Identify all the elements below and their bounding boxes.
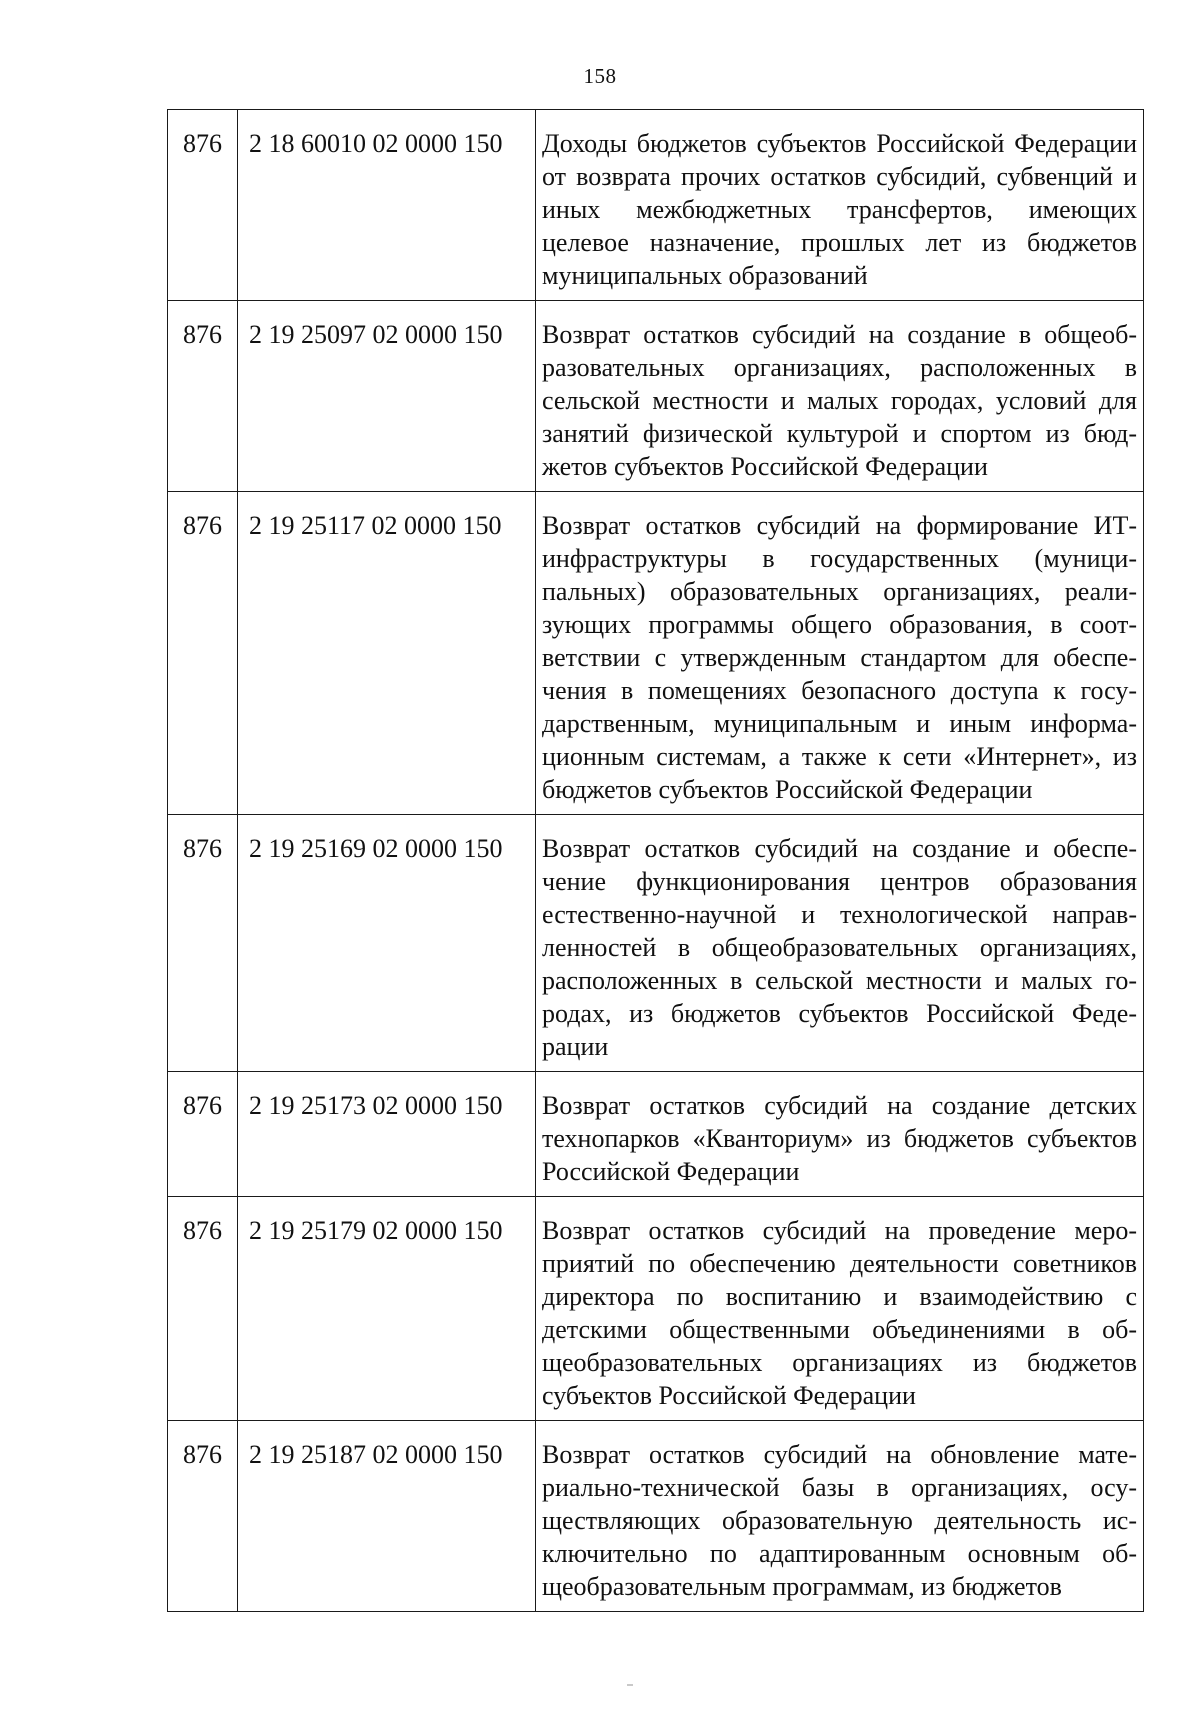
admin-code-cell: 876 xyxy=(168,815,238,1072)
income-name-cell: Возврат остатков субсидий на создание в общеобразовательных организациях, расположенных в сельской местности и малых городах, условий для занятий физической культурой и спортом из бюджетов субъектов Российской Федерации xyxy=(536,301,1144,492)
budget-code-cell: 2 18 60010 02 0000 150 xyxy=(238,110,536,301)
budget-code-cell: 2 19 25179 02 0000 150 xyxy=(238,1197,536,1421)
page-number: 158 xyxy=(583,64,617,88)
admin-code-cell: 876 xyxy=(168,301,238,492)
budget-classification-table xyxy=(167,109,1144,1612)
income-name-cell: Возврат остатков субсидий на создание детских технопарков «Кванториум» из бюджетов субъектов Российской Федерации xyxy=(536,1072,1144,1197)
scan-artifact xyxy=(627,1684,633,1686)
admin-code-cell: 876 xyxy=(168,492,238,815)
table-row xyxy=(168,815,1144,1072)
admin-code-cell: 876 xyxy=(168,1421,238,1612)
admin-code-cell: 876 xyxy=(168,1197,238,1421)
table-row xyxy=(168,1197,1144,1421)
budget-code-cell: 2 19 25169 02 0000 150 xyxy=(238,815,536,1072)
income-name-cell: Возврат остатков субсидий на формирование ИТ-инфраструктуры в государственных (муниципальных) образовательных организациях, реализующих программы общего образования, в соответствии с утвержденным стандартом для обеспечения в помещениях безопасного доступа к государственным, муниципальным и иным информационным системам, а также к сети «Интернет», из бюджетов субъектов Российской Федерации xyxy=(536,492,1144,815)
income-name-cell: Возврат остатков субсидий на создание и обеспечение функционирования центров образования естественно-научной и технологической направленностей в общеобразовательных организациях, расположенных в сельской местности и малых городах, из бюджетов субъектов Российской Федерации xyxy=(536,815,1144,1072)
income-name-cell: Возврат остатков субсидий на проведение мероприятий по обеспечению деятельности советников директора по воспитанию и взаимодействию с детскими общественными объединениями в общеобразовательных организациях из бюджетов субъектов Российской Федерации xyxy=(536,1197,1144,1421)
budget-code-cell: 2 19 25097 02 0000 150 xyxy=(238,301,536,492)
admin-code-cell: 876 xyxy=(168,1072,238,1197)
budget-code-cell: 2 19 25117 02 0000 150 xyxy=(238,492,536,815)
table-row xyxy=(168,492,1144,815)
table-row xyxy=(168,110,1144,301)
income-name-cell: Возврат остатков субсидий на обновление материально-технической базы в организациях, осуществляющих образовательную деятельность исключительно по адаптированным основным общеобразовательным программам, из бюджетов xyxy=(536,1421,1144,1612)
table-row xyxy=(168,1072,1144,1197)
budget-code-cell: 2 19 25187 02 0000 150 xyxy=(238,1421,536,1612)
income-name-cell: Доходы бюджетов субъектов Российской Федерации от возврата прочих остатков субсидий, субвенций и иных межбюджетных трансфертов, имеющих целевое назначение, прошлых лет из бюджетов муниципальных образований xyxy=(536,110,1144,301)
table-row xyxy=(168,301,1144,492)
admin-code-cell: 876 xyxy=(168,110,238,301)
budget-code-cell: 2 19 25173 02 0000 150 xyxy=(238,1072,536,1197)
table-row xyxy=(168,1421,1144,1612)
